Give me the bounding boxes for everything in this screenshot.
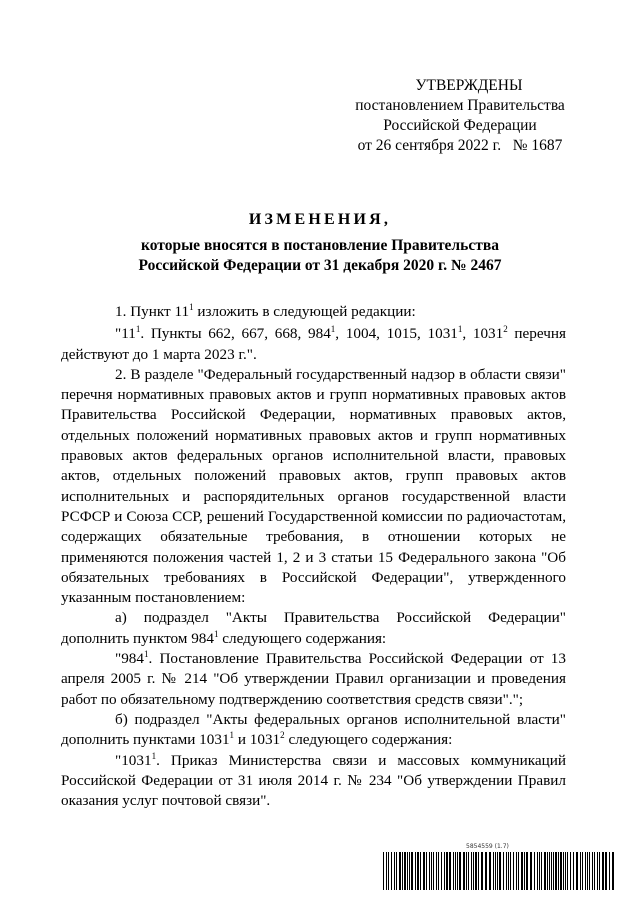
approved-line-2: Российской Федерации (383, 117, 537, 134)
p6-a: б) подраздел "Акты федеральных органов исполнительной власти" дополнить пунктами 1031 (61, 710, 566, 749)
p7-a: "1031 (115, 751, 152, 769)
paragraph-6 (61, 710, 566, 751)
p5-sup: 1 (143, 649, 149, 660)
p2-s3: 1 (457, 324, 463, 335)
subtitle-line-2: Российской Федерации от 31 декабря 2020 г. № 2467 (138, 257, 502, 274)
subtitle-line-1: которые вносятся в постановление Правительства (141, 237, 499, 254)
p6-b: и 1031 (234, 731, 281, 749)
paragraph-3: 2. В разделе "Федеральный государственный надзор в области связи" перечня нормативных правовых актов и групп нормативных правовых актов Правительства Российской Федерации, нормативных правовых актов, отдельных положений нормативных правовых актов и групп нормативных правовых актов федеральных органов исполнительной власти, правовых актов, отдельных положений правовых актов, групп правовых актов исполнительных и распорядительных органов государственной власти РСФСР и Союза ССР, решений Государственной комиссии по радиочастотам, содержащих обязательные требования, в отношении которых не применяются положения частей 1, 2 и 3 статьи 15 Федерального закона "Об обязательных требованиях в Российской Федерации", утвержденного указанным постановлением: (61, 365, 566, 607)
p2-d: , 1031 (462, 325, 504, 343)
document-subtitle (0, 236, 640, 276)
p4-sup: 1 (214, 628, 219, 639)
p4-b: следующего содержания: (218, 629, 387, 647)
p5-a: "984 (115, 650, 144, 668)
p6-c: следующего содержания: (284, 731, 453, 749)
paragraph-5 (61, 649, 566, 710)
paragraph-4 (61, 608, 566, 649)
approved-title: УТВЕРЖДЕНЫ (415, 77, 523, 94)
p1-sup: 1 (189, 302, 194, 312)
document-stamp: 5854559 (1.7) (466, 843, 509, 850)
p1-text-a: 1. Пункт 11 (115, 303, 190, 320)
document-body (61, 302, 566, 811)
p6-s1: 1 (229, 730, 235, 741)
paragraph-1 (61, 302, 566, 322)
p4-a: а) подраздел "Акты Правительства Российской Федерации" дополнить пунктом 984 (61, 609, 566, 647)
p2-c: , 1004, 1015, 1031 (335, 325, 458, 343)
approved-line-3: от 26 сентября 2022 г. № 1687 (357, 137, 563, 154)
p5-b: . Постановление Правительства Российской Федерации от 13 апреля 2005 г. № 214 "Об утверждении Правил организации и проведения работ по обязательному подтверждению соответствия средств связи"."; (61, 650, 566, 708)
p2-b: . Пункты 662, 667, 668, 984 (140, 325, 331, 343)
paragraph-2 (61, 324, 566, 365)
p7-b: . Приказ Министерства связи и массовых коммуникаций Российской Федерации от 31 июля 2014 г. № 234 "Об утверждении Правил оказания услуг почтовой связи". (61, 751, 566, 810)
p2-s2: 1 (330, 324, 336, 335)
p2-s1: 1 (135, 324, 141, 335)
p2-s4: 2 (503, 324, 508, 335)
barcode-icon (383, 852, 615, 890)
p6-s2: 2 (280, 730, 285, 741)
document-title: ИЗМЕНЕНИЯ, (248, 211, 392, 228)
p2-a: "11 (115, 325, 136, 343)
p7-sup: 1 (151, 750, 157, 761)
p1-text-b: изложить в следующей редакции: (193, 303, 416, 320)
approval-block (330, 76, 590, 156)
paragraph-7 (61, 751, 566, 812)
p2-e: перечня действуют до 1 марта 2023 г.". (61, 325, 566, 363)
approved-line-1: постановлением Правительства (355, 97, 565, 114)
